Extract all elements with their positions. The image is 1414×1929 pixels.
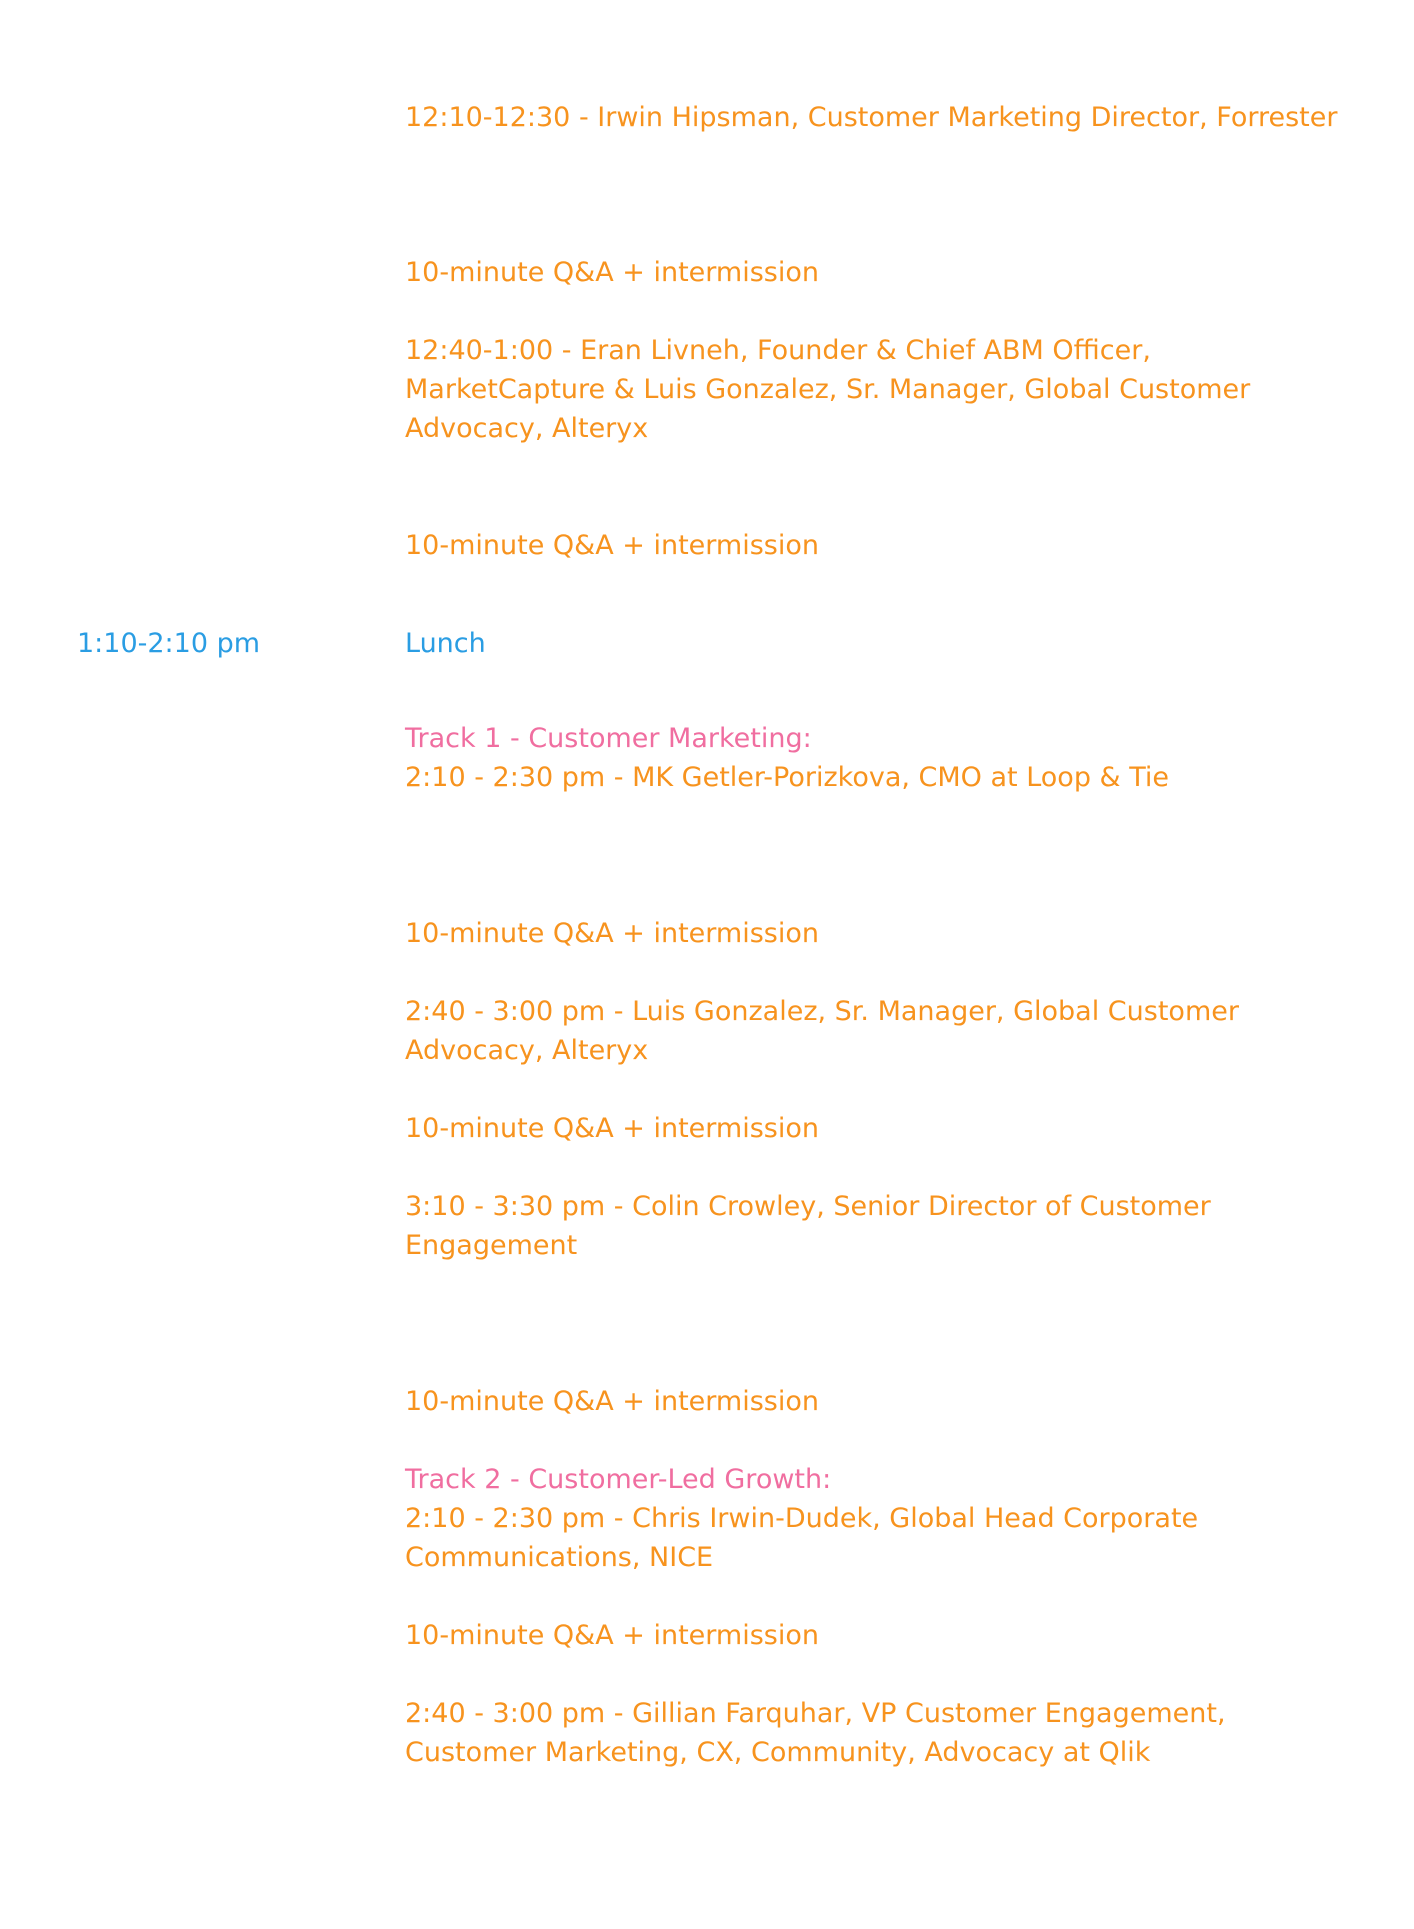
session-text-line: 2:40 - 3:00 pm - Gillian Farquhar, VP Customer Engagement, xyxy=(405,1698,1226,1729)
session-gillian-farquhar xyxy=(405,1694,1325,1772)
session-text-line: Engagement xyxy=(405,1230,578,1261)
session-text-line: MarketCapture & Luis Gonzalez, Sr. Manager, Global Customer xyxy=(405,374,1251,405)
track-2-block xyxy=(405,1460,1325,1577)
session-text-line: Advocacy, Alteryx xyxy=(405,1035,649,1066)
qa-text: 10-minute Q&A + intermission xyxy=(405,918,819,949)
session-mk-getler-porizkova: 2:10 - 2:30 pm - MK Getler-Porizkova, CMO at Loop & Tie xyxy=(405,762,1169,793)
track-1-heading: Track 1 - Customer Marketing: xyxy=(405,723,812,754)
qa-text: 10-minute Q&A + intermission xyxy=(405,1620,819,1651)
lunch-text: Lunch xyxy=(405,628,486,659)
qa-intermission xyxy=(405,914,1325,953)
session-eran-livneh xyxy=(405,331,1325,448)
qa-intermission xyxy=(405,253,1325,292)
session-text-line: 12:40-1:00 - Eran Livneh, Founder & Chief ABM Officer, xyxy=(405,335,1151,366)
track-1-block xyxy=(405,719,1325,797)
session-text-line: Communications, NICE xyxy=(405,1542,714,1573)
qa-text: 10-minute Q&A + intermission xyxy=(405,1386,819,1417)
qa-intermission xyxy=(405,526,1325,565)
session-text-line: Advocacy, Alteryx xyxy=(405,413,649,444)
session-text-line: Customer Marketing, CX, Community, Advocacy at Qlik xyxy=(405,1737,1151,1768)
qa-text: 10-minute Q&A + intermission xyxy=(405,1113,819,1144)
session-colin-crowley xyxy=(405,1187,1325,1265)
session-luis-gonzalez xyxy=(405,992,1325,1070)
qa-intermission xyxy=(405,1109,1325,1148)
session-text: 12:10-12:30 - Irwin Hipsman, Customer Marketing Director, Forrester xyxy=(405,102,1338,133)
lunch-time: 1:10-2:10 pm xyxy=(77,628,261,659)
session-text-line: 3:10 - 3:30 pm - Colin Crowley, Senior Director of Customer xyxy=(405,1191,1211,1222)
qa-text: 10-minute Q&A + intermission xyxy=(405,257,819,288)
session-text-line: 2:10 - 2:30 pm - Chris Irwin-Dudek, Global Head Corporate xyxy=(405,1503,1199,1534)
lunch-label xyxy=(405,624,1325,663)
session-text-line: 2:40 - 3:00 pm - Luis Gonzalez, Sr. Manager, Global Customer xyxy=(405,996,1239,1027)
qa-intermission xyxy=(405,1616,1325,1655)
session-irwin-hipsman xyxy=(405,98,1338,137)
track-2-heading: Track 2 - Customer-Led Growth: xyxy=(405,1464,832,1495)
qa-intermission xyxy=(405,1382,1325,1421)
qa-text: 10-minute Q&A + intermission xyxy=(405,530,819,561)
